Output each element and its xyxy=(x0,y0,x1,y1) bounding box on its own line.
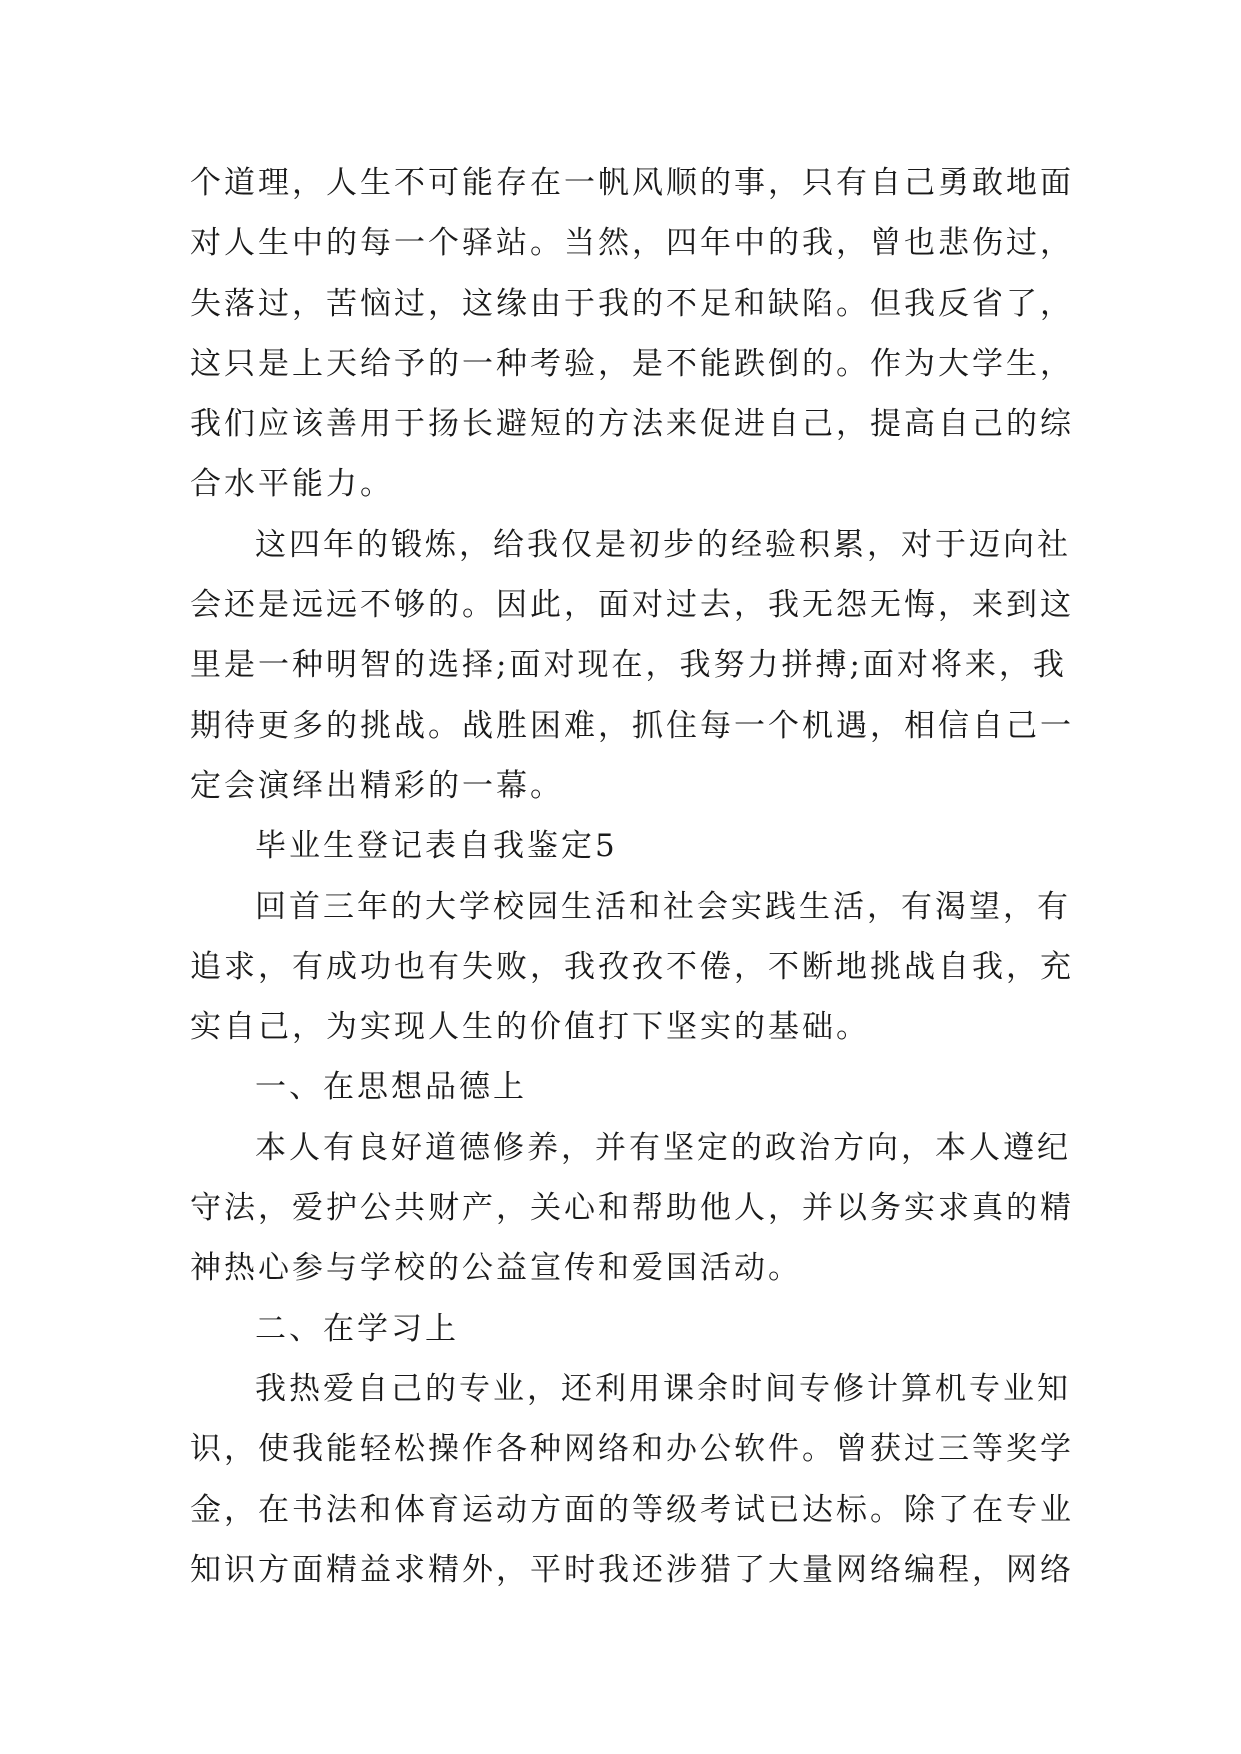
text-line: 追求，有成功也有失败，我孜孜不倦，不断地挑战自我，充 xyxy=(190,948,1074,985)
paragraph-start-line: 回首三年的大学校园生活和社会实践生活，有渴望，有 xyxy=(255,888,1071,925)
paragraph-start-line: 我热爱自己的专业，还利用课余时间专修计算机专业知 xyxy=(255,1370,1071,1407)
text-line: 个道理，人生不可能存在一帆风顺的事，只有自己勇敢地面 xyxy=(190,165,1074,201)
text-line: 识，使我能轻松操作各种网络和办公软件。曾获过三等奖学 xyxy=(190,1431,1074,1468)
text-line: 对人生中的每一个驿站。当然，四年中的我，曾也悲伤过， xyxy=(190,225,1074,262)
text-line: 这只是上天给予的一种考验，是不能跌倒的。作为大学生， xyxy=(190,345,1074,382)
text-line: 失落过，苦恼过，这缘由于我的不足和缺陷。但我反省了， xyxy=(190,285,1074,322)
document-body xyxy=(190,153,1074,1600)
text-line: 守法，爱护公共财产，关心和帮助他人，并以务实求真的精 xyxy=(190,1190,1074,1227)
text-line: 我们应该善用于扬长避短的方法来促进自己，提高自己的综 xyxy=(190,406,1074,443)
text-line: 里是一种明智的选择;面对现在，我努力拼搏;面对将来，我 xyxy=(190,647,1067,684)
section-heading: 毕业生登记表自我鉴定5 xyxy=(255,828,618,865)
text-line: 合水平能力。 xyxy=(190,466,394,503)
text-line: 知识方面精益求精外，平时我还涉猎了大量网络编程，网络 xyxy=(190,1551,1074,1588)
text-line: 实自己，为实现人生的价值打下坚实的基础。 xyxy=(190,1009,870,1046)
subsection-heading: 二、在学习上 xyxy=(255,1310,459,1347)
paragraph-start-line: 本人有良好道德修养，并有坚定的政治方向，本人遵纪 xyxy=(255,1129,1071,1166)
text-line: 期待更多的挑战。战胜困难，抓住每一个机遇，相信自己一 xyxy=(190,707,1074,744)
text-line: 定会演绎出精彩的一幕。 xyxy=(190,767,564,804)
subsection-heading: 一、在思想品德上 xyxy=(255,1069,527,1106)
text-line: 金，在书法和体育运动方面的等级考试已达标。除了在专业 xyxy=(190,1491,1074,1528)
paragraph-start-line: 这四年的锻炼，给我仅是初步的经验积累，对于迈向社 xyxy=(255,526,1071,563)
text-line: 会还是远远不够的。因此，面对过去，我无怨无悔，来到这 xyxy=(190,587,1074,624)
text-line: 神热心参与学校的公益宣传和爱国活动。 xyxy=(190,1250,802,1287)
